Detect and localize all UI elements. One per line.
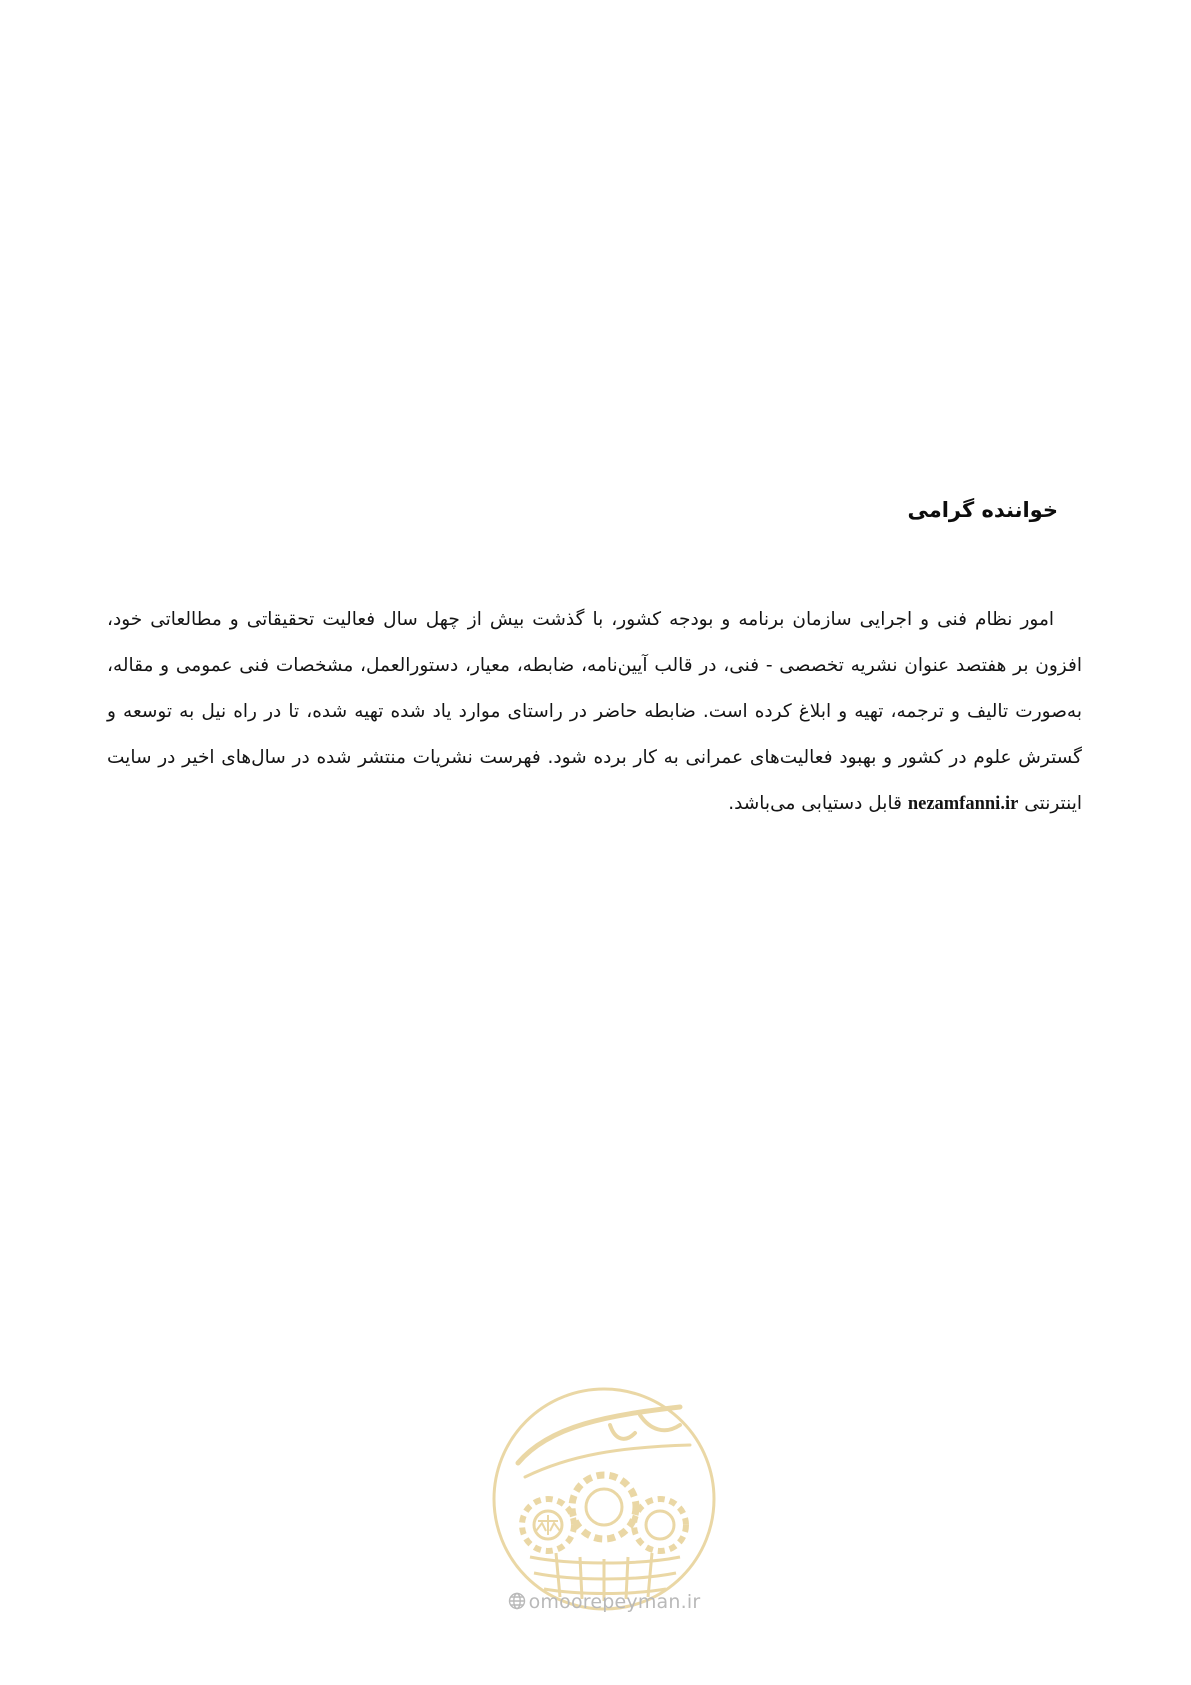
globe-icon <box>508 1592 526 1610</box>
watermark-stamp-logo <box>490 1385 718 1613</box>
paragraph-text-before-site: امور نظام فنی و اجرایی سازمان برنامه و بودجه کشور، با گذشت بیش از چهل سال فعالیت تحقیقاتی و مطالعاتی خود، افزون بر هفتصد عنوان نشریه تخصصی - فنی، در قالب آیین‌نامه، ضابطه، معیار، دستورالعمل، مشخصات فنی عمومی و مقاله، به‌صورت تالیف و ترجمه، تهیه و ابلاغ کرده است. ضابطه حاضر در راستای موارد یاد شده تهیه شده، تا در راه نیل به توسعه و گسترش علوم در کشور و بهبود فعالیت‌های عمرانی به کار برده شود. فهرست نشریات منتشر شده در سال‌های اخیر در سایت اینترنتی <box>107 609 1082 814</box>
paragraph-text-after-site: قابل دستیابی می‌باشد. <box>728 793 902 814</box>
body-paragraph <box>107 597 1082 827</box>
watermark-url <box>488 1591 720 1613</box>
site-name-link-text: nezamfanni.ir <box>907 794 1019 814</box>
watermark-url-text: omoorepeyman.ir <box>528 1591 701 1613</box>
page-heading: خواننده گرامی <box>907 498 1058 522</box>
